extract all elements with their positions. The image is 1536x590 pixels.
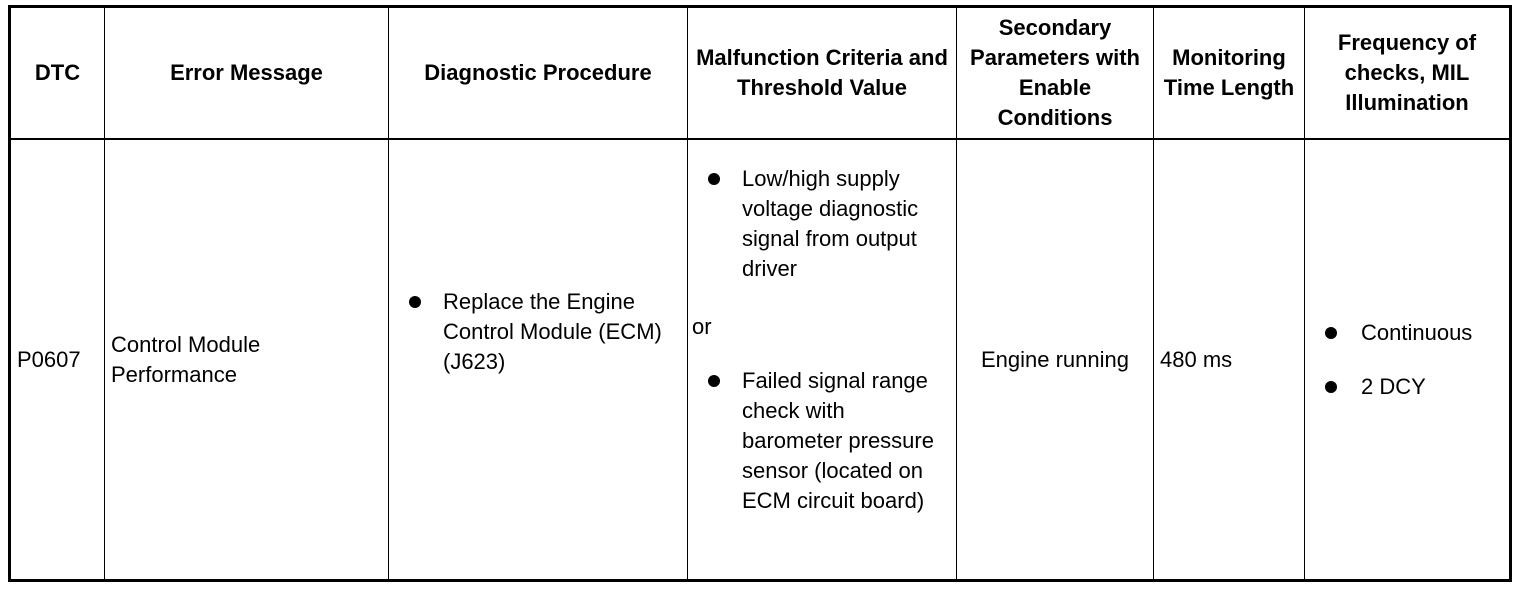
header-row	[10, 7, 1511, 140]
frequency-text-dcy: 2 DCY	[1361, 373, 1426, 399]
header-secondary-parameters: Secondary Parameters with Enable Conditions	[957, 7, 1154, 140]
table-row	[10, 139, 1511, 581]
header-dtc: DTC	[10, 7, 105, 140]
criteria-list-second	[688, 366, 956, 516]
diagnostic-procedure	[389, 139, 688, 581]
bullet-icon	[708, 173, 720, 185]
monitoring-time: 480 ms	[1154, 139, 1305, 581]
frequency-list	[1305, 318, 1509, 402]
procedure-wrap	[389, 287, 687, 433]
bullet-icon	[708, 375, 720, 387]
criteria-first-text: Low/high supply voltage diagnostic signal from output driver	[742, 165, 919, 281]
header-diagnostic-procedure: Diagnostic Procedure	[389, 7, 688, 140]
list-item	[688, 164, 956, 284]
list-item	[1305, 372, 1509, 402]
list-item	[1305, 318, 1509, 348]
frequency	[1305, 139, 1511, 581]
list-item	[389, 287, 687, 377]
criteria-second-text: Failed signal range check with barometer pressure sensor (located on ECM circuit board)	[742, 367, 934, 513]
error-message-text: Control Module Performance	[111, 331, 261, 387]
bullet-icon	[409, 296, 421, 308]
dtc-table	[8, 5, 1512, 582]
header-frequency: Frequency of checks, MIL Illumination	[1305, 7, 1511, 140]
secondary-parameters: Engine running	[957, 139, 1154, 581]
list-item	[688, 366, 956, 516]
header-monitoring-time: Monitoring Time Length	[1154, 7, 1305, 140]
criteria-list-first	[688, 164, 956, 284]
frequency-text-continuous: Continuous	[1361, 319, 1473, 345]
dtc-code: P0607	[10, 139, 105, 581]
procedure-step-text: Replace the Engine Control Module (ECM) (J623)	[443, 288, 662, 374]
error-message	[105, 139, 389, 581]
procedure-list	[389, 287, 687, 377]
criteria-or: or	[692, 313, 712, 339]
bullet-icon	[1325, 381, 1337, 393]
criteria-wrap	[688, 152, 956, 568]
bullet-icon	[1325, 327, 1337, 339]
header-malfunction-criteria: Malfunction Criteria and Threshold Value	[688, 7, 957, 140]
header-error-message: Error Message	[105, 7, 389, 140]
malfunction-criteria	[688, 139, 957, 581]
